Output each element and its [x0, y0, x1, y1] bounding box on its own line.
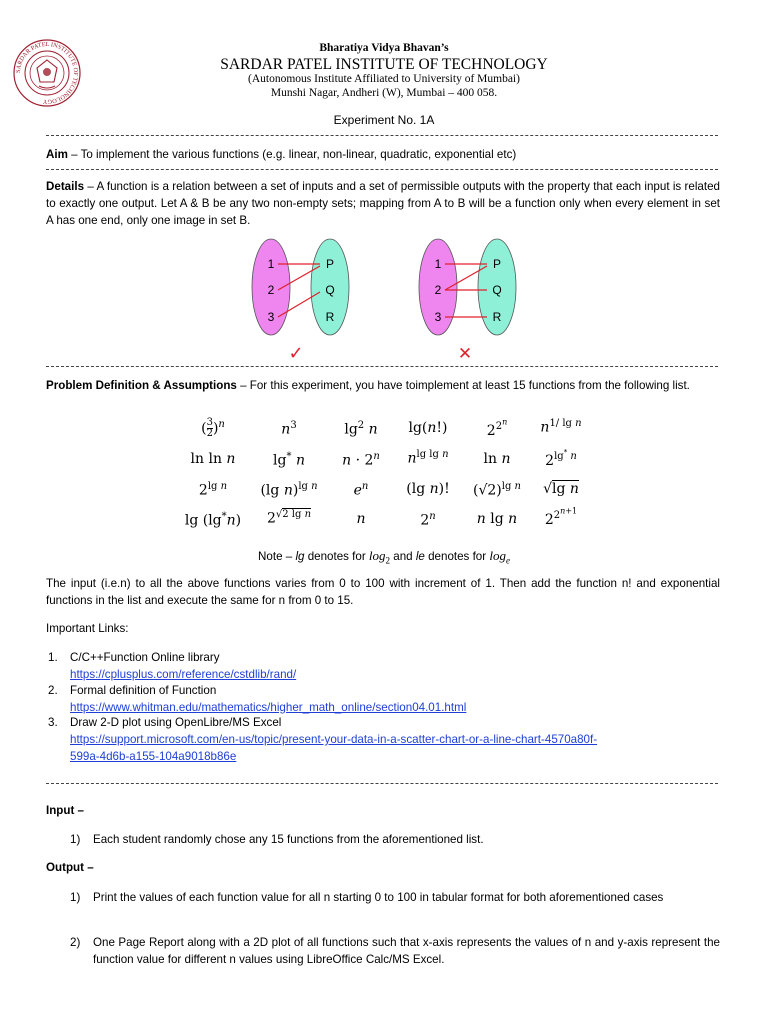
function-item: $\lg^2 n$ — [344, 420, 378, 438]
function-item: $e^n$ — [353, 481, 369, 499]
org-name: Bharatiya Vidya Bhavan’s — [319, 42, 449, 54]
set-b-element: P — [325, 257, 335, 271]
function-item: $n^3$ — [281, 420, 297, 438]
input-label: Input – — [46, 804, 84, 817]
note: Note – lg denotes for $\log_2$ and le denotes for $\log_e$ — [258, 548, 510, 566]
input-item: 1) Each student randomly chose any 15 functions from the aforementioned list. — [70, 833, 484, 846]
problem-label: Problem Definition & Assumptions — [46, 379, 237, 392]
set-b-element: P — [492, 257, 502, 271]
microsoft-link[interactable]: https://support.microsoft.com/en-us/topic/present-your-data-in-a-scatter-chart-or-a-line-chart-4570a80f- — [70, 733, 598, 746]
divider — [46, 135, 718, 136]
function-item: ln n — [483, 451, 511, 467]
function-item: $2^{lg^* n}$ — [545, 449, 577, 469]
function-item: $(√2)^{lg n}$ — [473, 481, 521, 499]
divider — [46, 783, 718, 784]
set-a-element: 3 — [267, 310, 275, 324]
output-label: Output – — [46, 861, 94, 874]
set-a-element: 1 — [267, 257, 275, 271]
experiment-title: Experiment No. 1A — [333, 113, 435, 127]
link-item: 1. C/C++Function Online library https://cplusplus.com/reference/cstdlib/rand/ — [70, 649, 720, 683]
problem-text: – For this experiment, you have toimplement at least 15 functions from the following list. — [236, 379, 690, 392]
link-item: 3. Draw 2-D plot using OpenLibre/MS Excel https://support.microsoft.com/en-us/topic/present-your-data-in-a-scatter-chart-or-a-line-chart-4570a80f- 599a-4d6b-a155-104a9018b86e — [70, 714, 720, 765]
function-item: $2^{2^n}$ — [486, 418, 508, 439]
link-item: 2. Formal definition of Function https://www.whitman.edu/mathematics/higher_math_online/section04.01.html — [70, 682, 720, 716]
set-a-element: 1 — [434, 257, 442, 271]
aim-text: – To implement the various functions (e.g. linear, non-linear, quadratic, exponential etc) — [67, 148, 517, 161]
valid-mapping — [252, 239, 349, 362]
set-a-element: 2 — [267, 283, 275, 297]
affiliation: (Autonomous Institute Affiliated to University of Mumbai) — [248, 73, 520, 85]
problem-paragraph — [46, 377, 720, 394]
divider — [46, 169, 718, 170]
microsoft-link-continued[interactable]: 599a-4d6b-a155-104a9018b86e — [70, 750, 237, 763]
aim-paragraph — [46, 146, 720, 163]
function-item: (lg n)! — [406, 481, 450, 497]
links-title: Important Links: — [46, 622, 129, 635]
whitman-link[interactable]: https://www.whitman.edu/mathematics/higher_math_online/section04.01.html — [70, 701, 467, 714]
invalid-mapping — [419, 239, 516, 362]
set-a-element: 2 — [434, 283, 442, 297]
function-item: n lg n — [476, 511, 518, 527]
input-range-paragraph: The input (i.e.n) to all the above functions varies from 0 to 100 with increment of 1. Then add the function n! and exponential functions in the list and execute the same for n from 0 to 15. — [46, 577, 720, 607]
aim-label: Aim — [46, 148, 68, 161]
set-b-element: Q — [492, 283, 502, 297]
set-a-element: 3 — [434, 310, 442, 324]
function-item: $2^{lg n}$ — [198, 481, 228, 499]
function-item: $2^{2^{n+1}}$ — [544, 507, 578, 528]
function-item: ln ln n — [190, 451, 236, 467]
valid-check-icon: ✓ — [288, 343, 304, 362]
function-item: lg (lg*n) — [184, 511, 242, 529]
function-item: $n^{1/ lg n}$ — [540, 418, 582, 436]
output-item: 1) Print the values of each function value for all n starting 0 to 100 in tabular format for both aforementioned cases — [70, 891, 664, 904]
function-item: $n^{lg lg n}$ — [407, 449, 449, 467]
function-item: √lg n — [543, 481, 579, 497]
set-b-element: Q — [325, 283, 335, 297]
details-label: Details — [46, 180, 85, 193]
details-text: – A function is a relation between a set of inputs and a set of permissible outputs with the property that each input is related to exactly one output. Let A & B be any two non-empty sets; mapping from A to B will be a function only when every element in set A has one end, only one image in set B. — [46, 180, 720, 227]
details-paragraph — [46, 178, 720, 229]
function-item: lg* n — [273, 451, 305, 469]
function-item: $2^{√2 lg n}$ — [266, 509, 312, 527]
function-mapping-diagram — [240, 238, 540, 362]
output-item: 2) One Page Report along with a 2D plot of all functions such that x-axis represents the values of n and y-axis represent the function value for different n values using LibreOffice Calc/MS Excel. — [70, 936, 720, 966]
function-item: $n \cdot 2^n$ — [342, 451, 380, 469]
function-item: n — [356, 511, 366, 527]
address: Munshi Nagar, Andheri (W), Mumbai – 400 058. — [270, 87, 498, 99]
function-item: lg(n!) — [408, 420, 448, 436]
function-item: 2$^n$ — [420, 511, 436, 529]
function-item: ( $\frac{3}{2}$ )$^n$ — [201, 417, 225, 439]
divider — [46, 366, 718, 367]
seal-text: SARDAR PATEL INSTITUTE OF TECHNOLOGY — [14, 40, 80, 106]
cplusplus-link[interactable]: https://cplusplus.com/reference/cstdlib/rand/ — [70, 668, 297, 681]
set-b-element: R — [492, 310, 502, 324]
function-item: (lg n)$^{lg n}$ — [260, 481, 318, 499]
set-b-element: R — [325, 310, 335, 324]
invalid-cross-icon: ✕ — [457, 344, 473, 362]
institute-name: SARDAR PATEL INSTITUTE OF TECHNOLOGY — [220, 56, 548, 73]
